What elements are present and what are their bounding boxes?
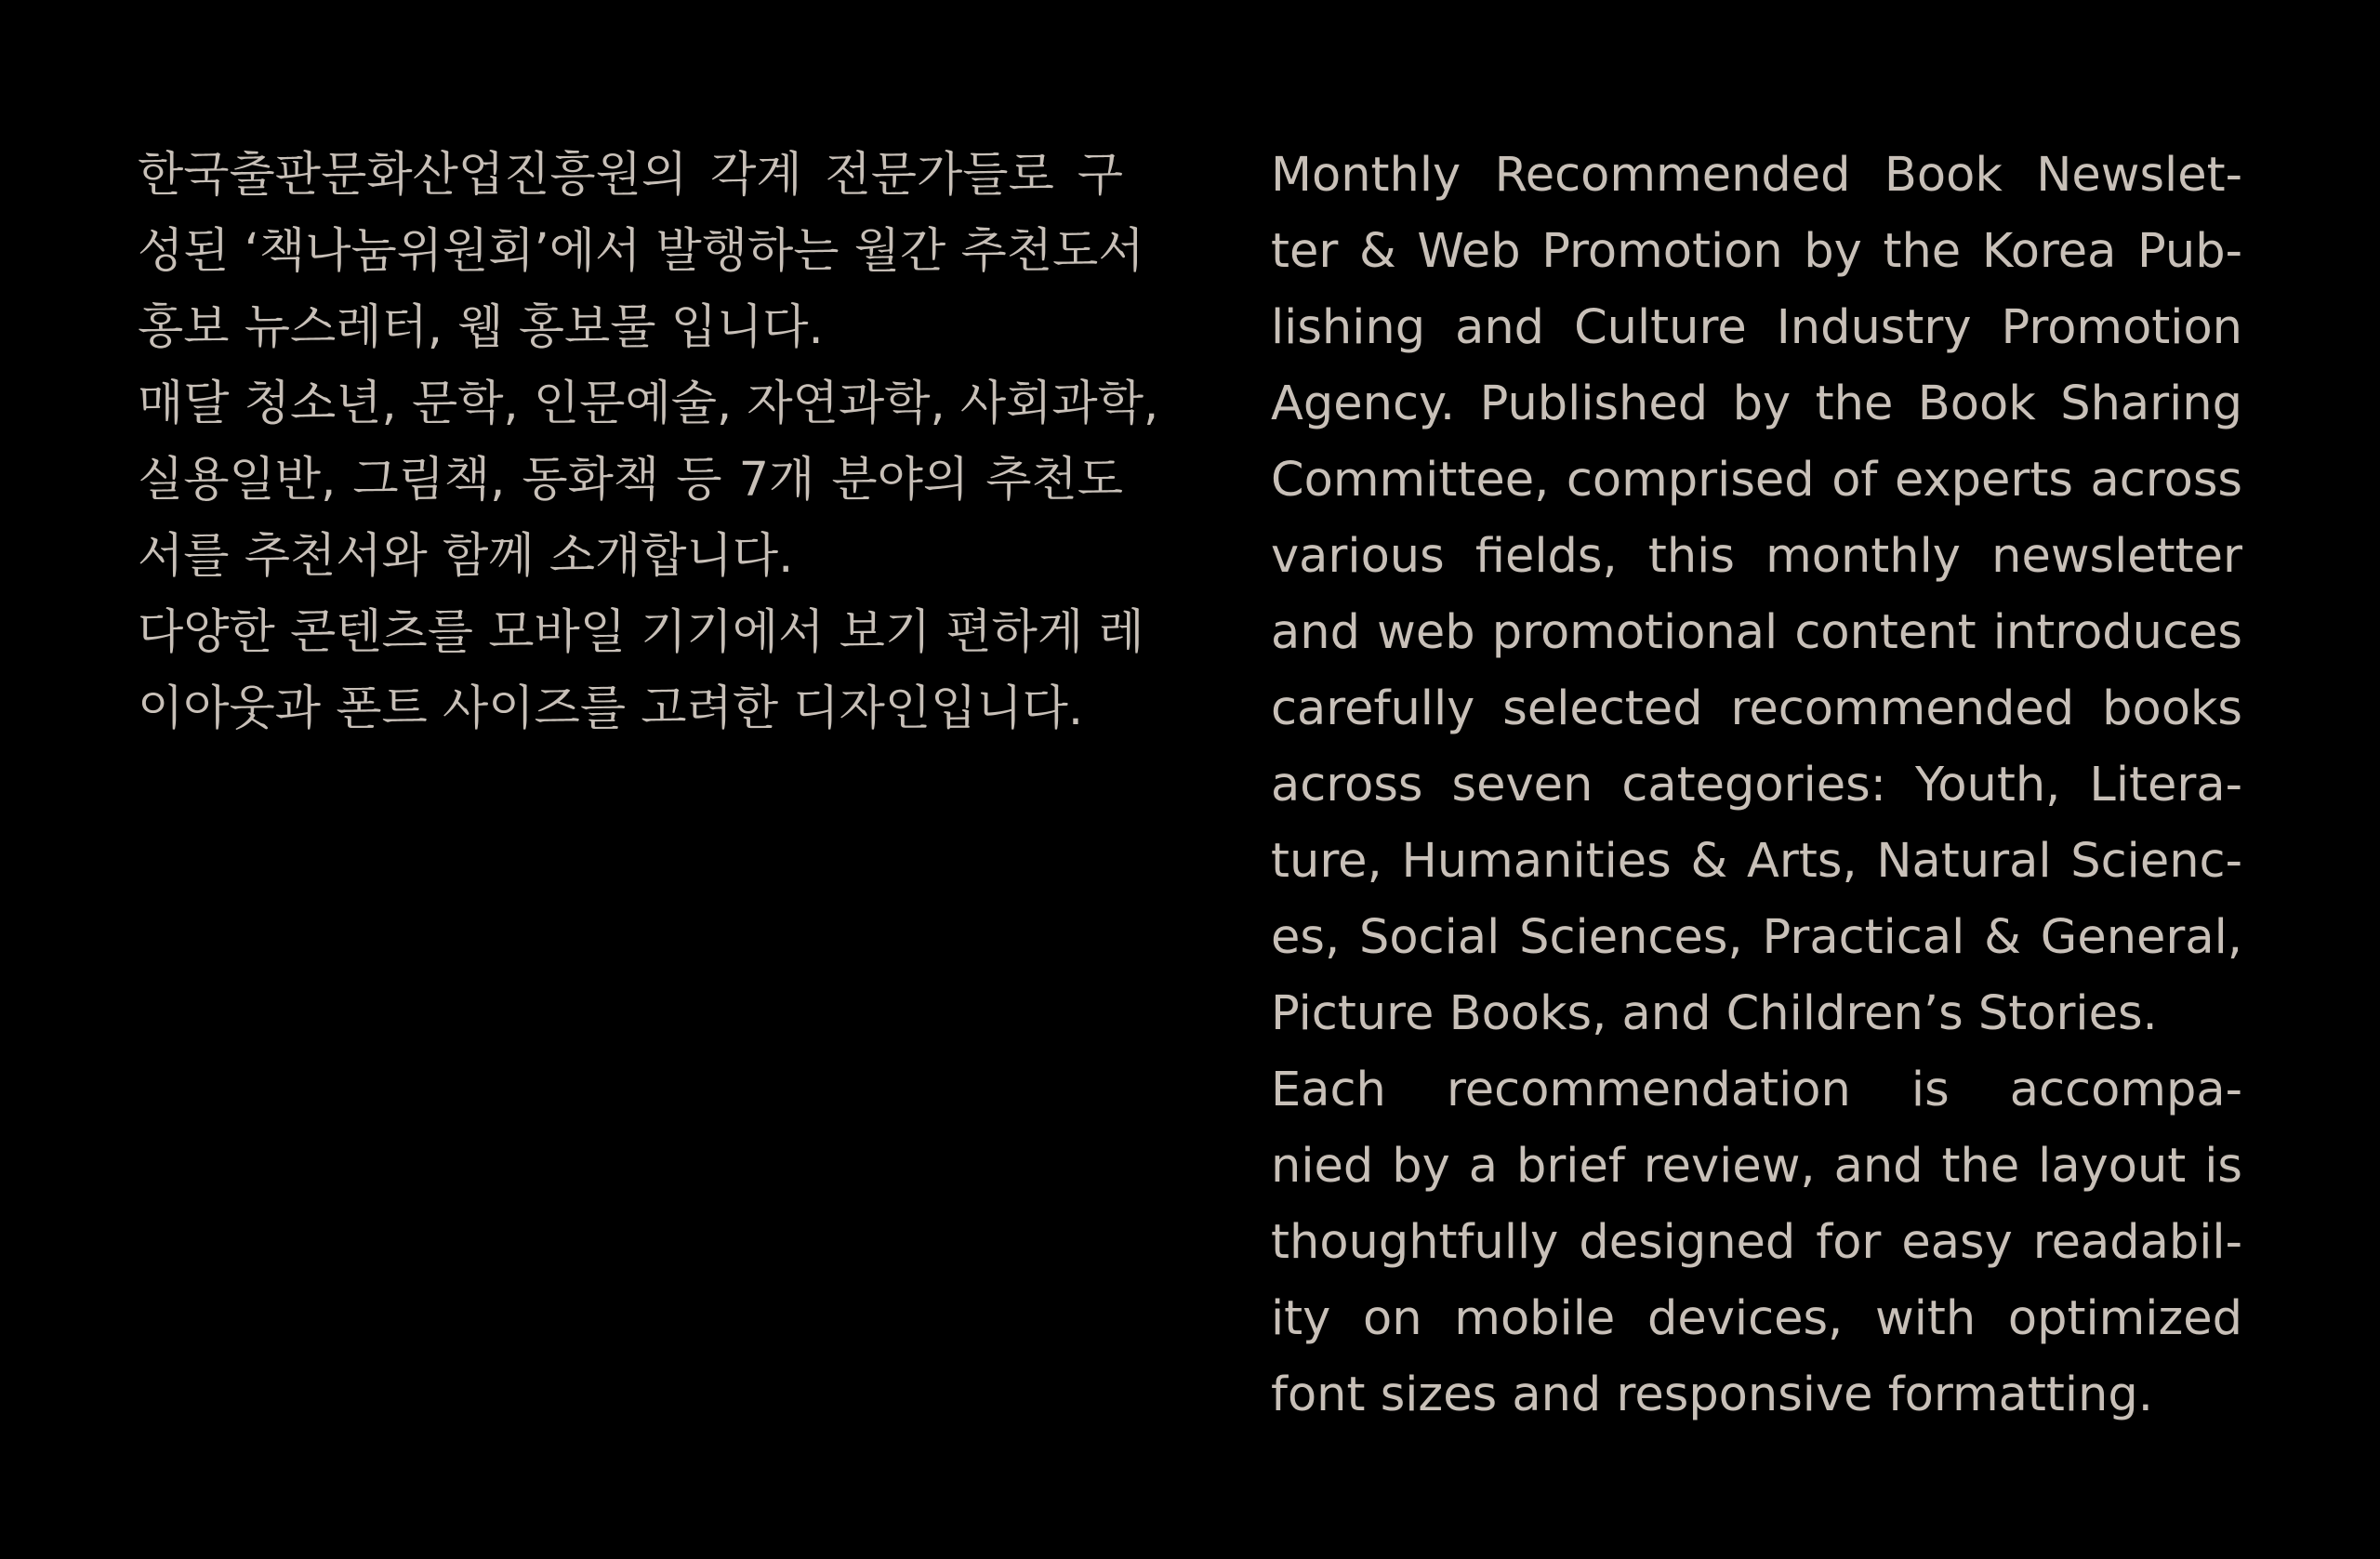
korean-line: 실용일반, 그림책, 동화책 등 7개 분야의 추천도 (138, 453, 1123, 508)
korean-line: 한국출판문화산업진흥원의 각계 전문가들로 구 (138, 148, 1123, 203)
english-line: Committee, comprised of experts across (1271, 453, 2242, 508)
english-line: ture, Humanities & Arts, Natural Scienc- (1271, 834, 2242, 889)
korean-line: 서를 추천서와 함께 소개합니다. (138, 529, 794, 584)
english-line: ter & Web Promotion by the Korea Pub- (1271, 224, 2242, 279)
english-line: font sizes and responsive formatting. (1271, 1367, 2153, 1422)
english-line: and web promotional content introduces (1271, 605, 2242, 660)
korean-description (138, 138, 1159, 747)
english-line: lishing and Culture Industry Promotion (1271, 300, 2242, 355)
english-line: various fields, this monthly newsletter (1271, 529, 2242, 584)
korean-line: 이아웃과 폰트 사이즈를 고려한 디자인입니다. (138, 681, 1084, 736)
korean-line: 다양한 콘텐츠를 모바일 기기에서 보기 편하게 레 (138, 605, 1144, 660)
english-line: Picture Books, and Children’s Stories. (1271, 986, 2158, 1041)
english-line: es, Social Sciences, Practical & General, (1271, 910, 2242, 965)
english-line: across seven categories: Youth, Litera- (1271, 758, 2242, 813)
english-description (1271, 138, 2242, 1433)
english-line: carefully selected recommended books (1271, 681, 2242, 736)
english-line: Monthly Recommended Book Newslet- (1271, 148, 2242, 203)
english-line: ity on mobile devices, with optimized (1271, 1291, 2242, 1346)
korean-line: 매달 청소년, 문학, 인문예술, 자연과학, 사회과학, (138, 377, 1159, 431)
korean-line: 성된 ‘책나눔위원회’에서 발행하는 월간 추천도서 (138, 224, 1144, 279)
korean-line: 홍보 뉴스레터, 웹 홍보물 입니다. (138, 300, 824, 355)
english-line: thoughtfully designed for easy readabil- (1271, 1215, 2242, 1270)
english-line: nied by a brief review, and the layout is (1271, 1139, 2242, 1194)
english-line: Agency. Published by the Book Sharing (1271, 377, 2242, 431)
english-line: Each recommendation is accompa- (1271, 1063, 2242, 1117)
